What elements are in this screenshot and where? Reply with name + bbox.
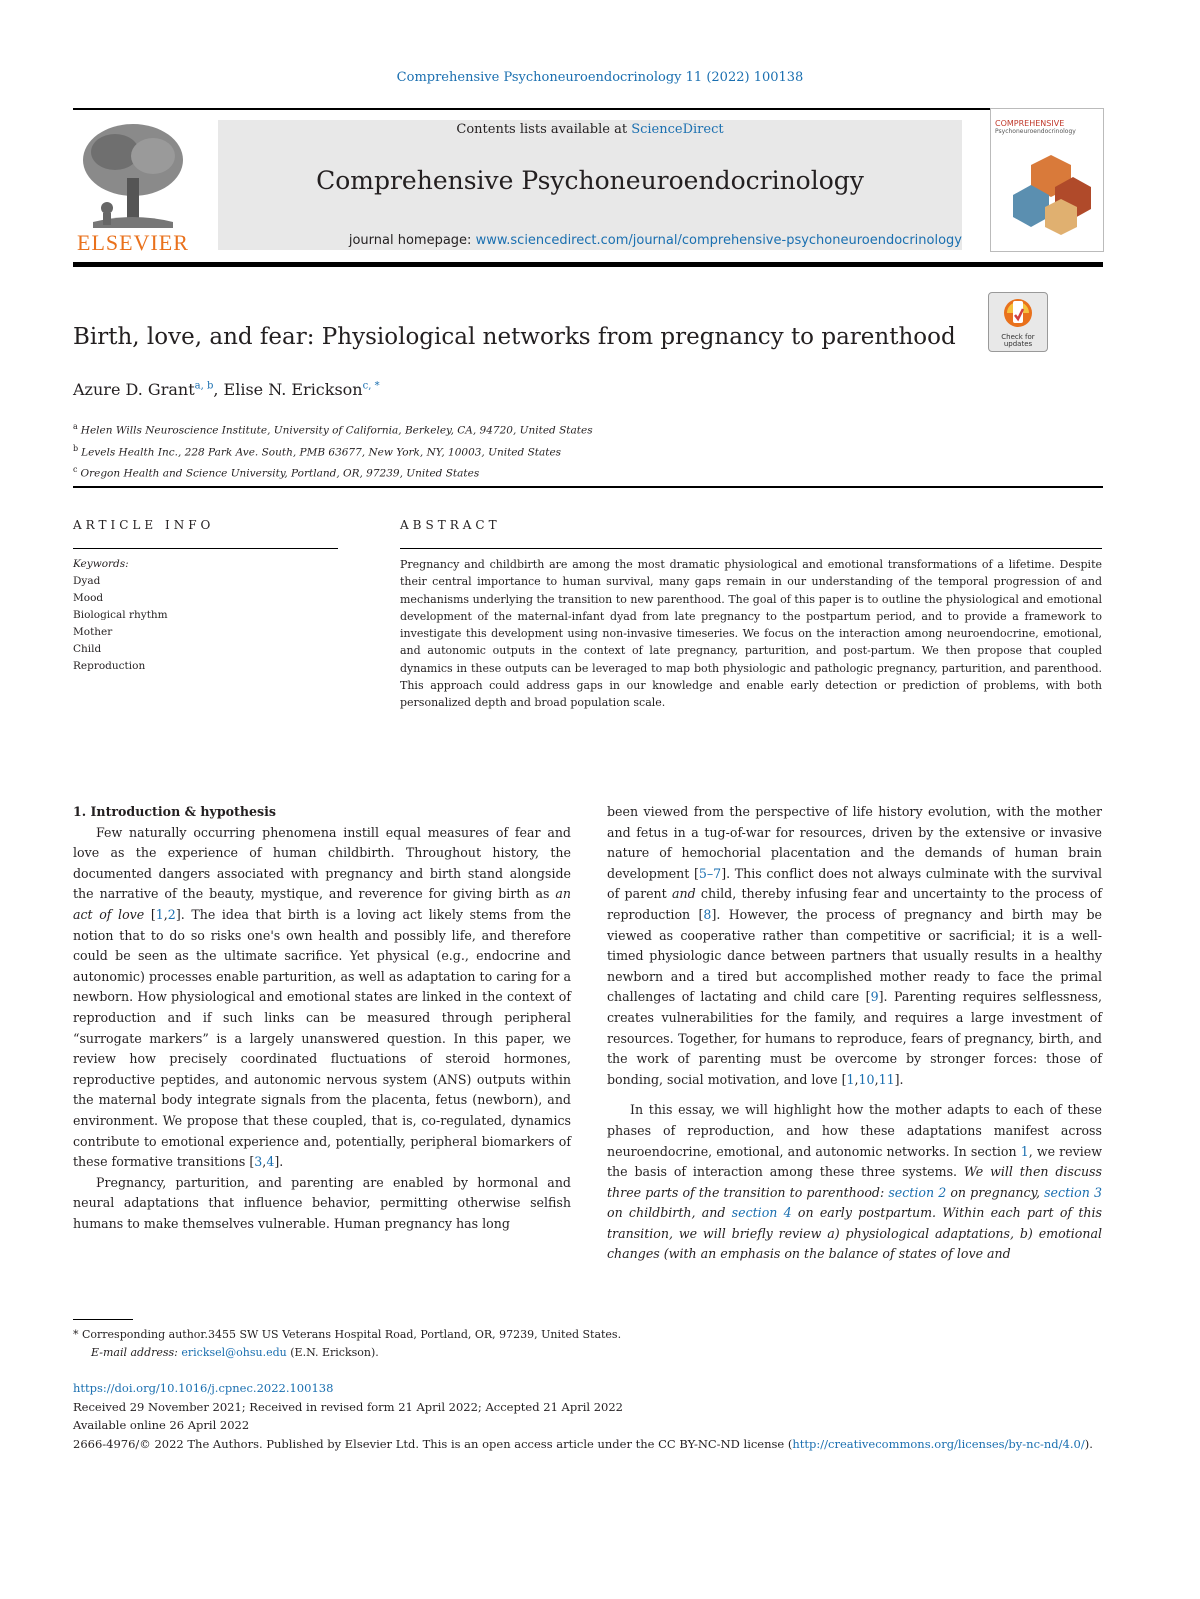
author-grant-affil[interactable]: a, b <box>194 380 214 392</box>
keywords-list <box>73 556 168 675</box>
ref-link[interactable]: 3 <box>254 1154 263 1170</box>
author-grant[interactable]: Azure D. Grant <box>73 380 195 399</box>
journal-title: Comprehensive Psychoneuroendocrinology <box>316 166 864 195</box>
paragraph: In this essay, we will highlight how the mother adapts to each of these phases of reproduction, and how these adaptations manifest across neuroendocrine, emotional, and autonomic networks. In section 1, we review the basis of interaction among these three systems. We will then discuss three parts of the transition to parenthood: section 2 on pregnancy, section 3 on childbirth, and section 4 on early postpartum. Within each part of this transition, we will briefly review a) physiological adaptations, b) emotional changes (with an emphasis on the balance of states of love and <box>607 1102 1103 1262</box>
keyword-item: Mother <box>73 626 113 638</box>
abstract-rule <box>400 548 1102 549</box>
section-link[interactable]: 1 <box>1020 1143 1029 1159</box>
keywords-label: Keywords: <box>73 558 129 570</box>
header-thick-rule <box>73 262 1103 267</box>
license-link[interactable]: http://creativecommons.org/licenses/by-nc-nd/4.0/ <box>792 1436 1085 1451</box>
journal-homepage <box>218 233 962 248</box>
footnote-rule <box>73 1319 133 1320</box>
body-left-column <box>73 802 571 1234</box>
elsevier-logo[interactable] <box>73 118 193 256</box>
abstract-heading: ABSTRACT <box>400 518 501 532</box>
license-statement: 2666-4976/© 2022 The Authors. Published by Elsevier Ltd. This is an open access article under the CC BY-NC-ND license (http://creativecommons.org/licenses/by-nc-nd/4.0/). <box>73 1436 1093 1451</box>
homepage-prefix: journal homepage: <box>348 233 476 248</box>
ref-link[interactable]: 10 <box>858 1071 875 1087</box>
ref-link[interactable]: 4 <box>266 1154 275 1170</box>
footnote-star: * <box>73 1328 79 1341</box>
email-link[interactable]: ericksel@ohsu.edu <box>181 1346 287 1359</box>
affiliation-b: $^b$ Levels Health Inc., 228 Park Ave. South, PMB 63677, New York, NY, 10003, United States <box>73 443 562 458</box>
section-link[interactable]: section 4 <box>731 1205 792 1221</box>
cover-subtitle: Psychoneuroendocrinology <box>995 128 1076 135</box>
keyword-item: Dyad <box>73 575 101 587</box>
paragraph: been viewed from the perspective of life history evolution, with the mother and fetus in a tug-of-war for resources, driven by the extensive or invasive nature of hemochorial placentation and the demands of human brain development [5–7]. This conflict does not always culminate with the survival of parent and child, thereby infusing fear and uncertainty to the process of reproduction [8]. However, the process of pregnancy and birth may be viewed as cooperative rather than competitive or sacrificial; it is a well-timed physiologic dance between partners that usually results in a healthy newborn and a tired but accomplished mother ready to face the primal challenges of lactating and child care [9]. Parenting requires selflessness, creates vulnerabilities for the family, and requires a large investment of resources. Together, for humans to reproduce, fears of pregnancy, birth, and the work of parenting must be overcome by stronger forces: those of bonding, social motivation, and love [1,10,11]. <box>607 804 1103 1087</box>
ref-link[interactable]: 1 <box>155 906 164 922</box>
affiliation-c: $^c$ Oregon Health and Science University, Portland, OR, 97239, United States <box>73 465 480 480</box>
contents-prefix: Contents lists available at <box>456 122 632 137</box>
cover-hexagon-image <box>991 135 1103 235</box>
publication-metadata <box>73 1379 1103 1453</box>
crossmark-label: Check for updates <box>1001 333 1035 348</box>
ref-link[interactable]: 5–7 <box>698 865 722 881</box>
author-list <box>73 380 380 399</box>
affiliation-a: $^a$ Helen Wills Neuroscience Institute, University of California, Berkeley, CA, 94720, United States <box>73 422 593 437</box>
keyword-item: Child <box>73 643 102 655</box>
article-info-heading: ARTICLE INFO <box>73 518 215 532</box>
elsevier-wordmark: ELSEVIER <box>77 230 189 255</box>
paragraph: Pregnancy, parturition, and parenting are enabled by hormonal and neural adaptations that influence behavior, permitting otherwise selfish humans to make themselves vulnerable. Human pregnancy has long <box>73 1174 571 1231</box>
author-separator: , <box>213 380 224 399</box>
cover-title: COMPREHENSIVE <box>995 119 1065 128</box>
crossmark-icon <box>989 293 1047 333</box>
doi-link[interactable]: https://doi.org/10.1016/j.cpnec.2022.100138 <box>73 1381 334 1395</box>
article-info-rule <box>73 548 338 549</box>
author-erickson[interactable]: Elise N. Erickson <box>223 380 363 399</box>
sciencedirect-link[interactable]: ScienceDirect <box>631 122 724 137</box>
check-for-updates-badge[interactable] <box>988 292 1048 352</box>
elsevier-tree-icon <box>73 118 193 230</box>
keyword-item: Mood <box>73 592 104 604</box>
abstract-text: Pregnancy and childbirth are among the most dramatic physiological and emotional transformations of a lifetime. Despite their central importance to human survival, many gaps remain in our understanding of the temporal progression of and mechanisms underlying the transition to new parenthood. The goal of this paper is to outline the physiological and emotional development of the maternal-infant dyad from late pregnancy to the postpartum period, and to provide a framework to investigate this development using non-invasive timeseries. We focus on the interaction among neuroendocrine, emotional, and autonomic outputs in the context of late pregnancy, parturition, and post-partum. We then propose that coupled dynamics in these outputs can be leveraged to map both physiologic and pathologic pregnancy, parturition, and parenthood. This approach could address gaps in our knowledge and enable early detection or prediction of problems, with both personalized depth and broad population scale. <box>400 558 1102 710</box>
ref-link[interactable]: 8 <box>703 906 712 922</box>
contents-line <box>218 122 962 137</box>
author-erickson-affil[interactable]: c, * <box>362 380 380 392</box>
journal-citation[interactable]: Comprehensive Psychoneuroendocrinology 11 (2022) 100138 <box>396 70 804 85</box>
section-heading: 1. Introduction & hypothesis <box>73 804 276 819</box>
title-block-rule <box>73 486 1103 488</box>
article-title: Birth, love, and fear: Physiological networks from pregnancy to parenthood <box>73 324 956 350</box>
body-right-column <box>607 802 1102 1265</box>
affiliations <box>73 418 593 483</box>
header-rule <box>73 108 1103 110</box>
ref-link[interactable]: 1 <box>846 1071 855 1087</box>
ref-link[interactable]: 11 <box>878 1071 895 1087</box>
paragraph: Few naturally occurring phenomena instill equal measures of fear and love as the experience of human childbirth. Throughout history, the documented dangers associated with pregnancy and birth stand alongside the narrative of the beauty, mystique, and reverence for giving birth as an act of love [1,2]. The idea that birth is a loving act likely stems from the notion that to do so risks one's own health and possibly life, and therefore could be seen as the ultimate sacrifice. Yet physical (e.g., endocrine and autonomic) processes enable parturition, as well as adaptation to caring for a newborn. How physiological and emotional states are linked in the context of reproduction and if such links can be measured through peripheral “surrogate markers” is a largely unanswered question. In this paper, we review how precisely coordinated fluctuations of steroid hormones, reproductive peptides, and autonomic nervous system (ANS) outputs within the maternal body integrate signals from the placenta, fetus (newborn), and environment. We propose that these coupled, that is, co-regulated, dynamics contribute to emotional experience and, potentially, peripheral biomarkers of these formative transitions [3,4]. <box>73 824 571 1170</box>
section-link[interactable]: section 2 <box>888 1184 947 1200</box>
available-online: Available online 26 April 2022 <box>73 1418 250 1432</box>
homepage-link[interactable]: www.sciencedirect.com/journal/comprehensive-psychoneuroendocrinology <box>475 233 962 248</box>
keyword-item: Biological rhythm <box>73 609 168 621</box>
corresponding-author-footnote: * Corresponding author.3455 SW US Veterans Hospital Road, Portland, OR, 97239, United States. E-mail address: ericksel@ohsu.edu (E.N. Erickson). <box>73 1328 622 1359</box>
received-dates: Received 29 November 2021; Received in revised form 21 April 2022; Accepted 21 April 2022 <box>73 1399 623 1414</box>
ref-link[interactable]: 2 <box>167 906 176 922</box>
email-label: E-mail address: <box>91 1346 178 1359</box>
section-link[interactable]: section 3 <box>1044 1184 1102 1200</box>
ref-link[interactable]: 9 <box>870 989 879 1005</box>
journal-cover[interactable] <box>990 108 1104 252</box>
keyword-item: Reproduction <box>73 660 146 672</box>
